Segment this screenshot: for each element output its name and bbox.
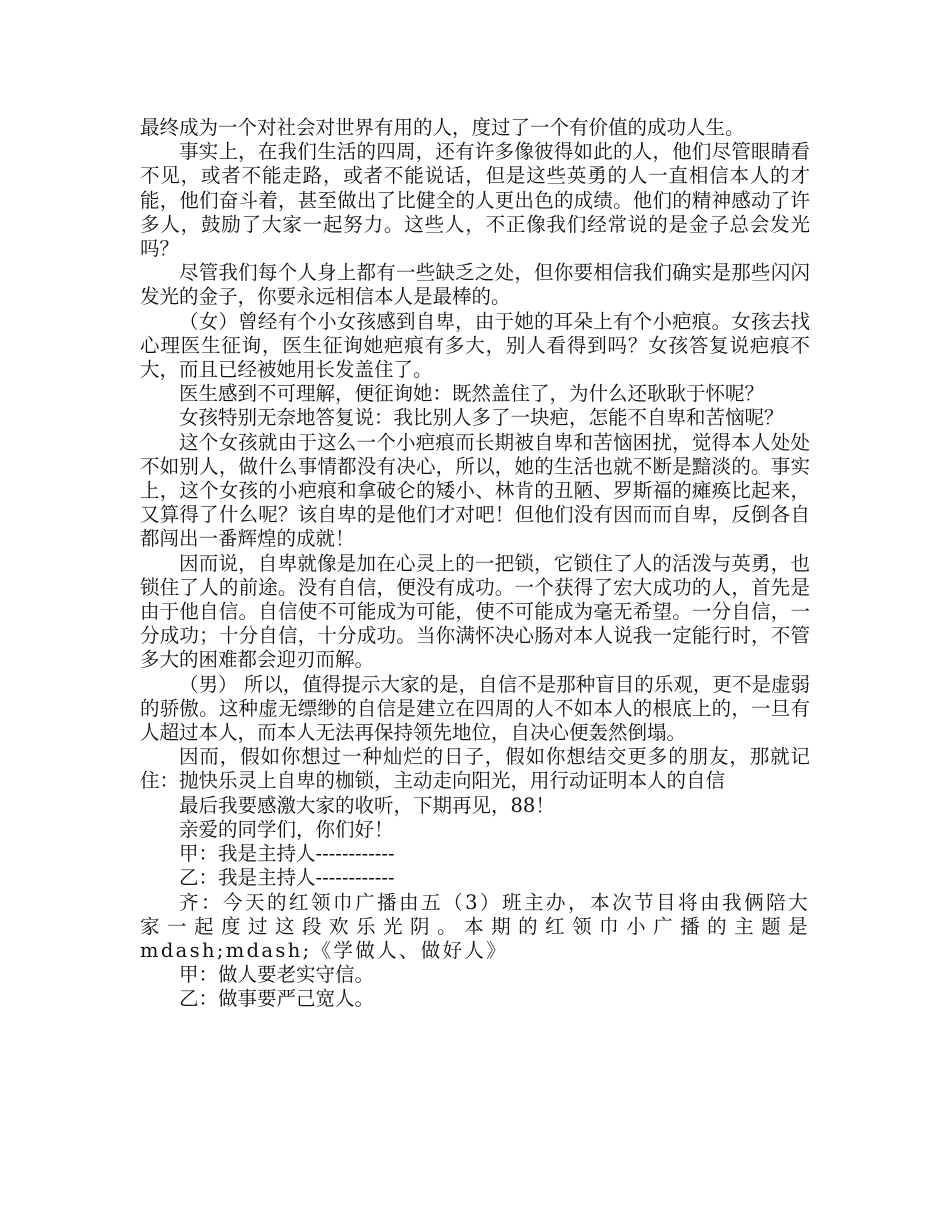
paragraph-16: 甲：做人要老实守信。	[179, 963, 375, 987]
paragraph-8: 因而说，自卑就像是加在心灵上的一把锁，它锁住了人的活泼与英勇，也锁住了人的前途。没有自信，便没有成功。一个获得了宏大成功的人，首先是由于他自信。自信使不可能成为可能，使不可能成为毫无希望。一分自信，一分成功；十分自信，十分成功。当你满怀决心肠对本人说我一定能行时，不管多大的困难都会迎刃而解。	[140, 551, 810, 672]
paragraph-17: 乙：做事要严己宽人。	[179, 987, 375, 1011]
document-body	[140, 116, 810, 1012]
paragraph-15: 齐：今天的红领巾广播由五（3）班主办，本次节目将由我俩陪大家一起度过这段欢乐光阴。本期的红领巾小广播的主题是mdash;mdash;《学做人、做好人》	[140, 890, 810, 962]
paragraph-9: （男） 所以，值得提示大家的是，自信不是那种盲目的乐观，更不是虚弱的骄傲。这种虚无缥缈的自信是建立在四周的人不如本人的根底上的，一旦有人超过本人，而本人无法再保持领先地位，自决心便轰然倒塌。	[140, 672, 810, 745]
paragraph-6: 女孩特别无奈地答复说：我比别人多了一块疤，怎能不自卑和苦恼呢？	[179, 406, 784, 430]
paragraph-1: 最终成为一个对社会对世界有用的人，度过了一个有价值的成功人生。	[140, 116, 745, 139]
paragraph-7: 这个女孩就由于这么一个小疤痕而长期被自卑和苦恼困扰，觉得本人处处不如别人，做什么事情都没有决心，所以，她的生活也就不断是黯淡的。事实上，这个女孩的小疤痕和拿破仑的矮小、林肯的丑陋、罗斯福的瘫痪比起来，又算得了什么呢？该自卑的是他们才对吧！但他们没有因而而自卑，反倒各自都闯出一番辉煌的成就！	[140, 430, 810, 551]
paragraph-3: 尽管我们每个人身上都有一些缺乏之处，但你要相信我们确实是那些闪闪发光的金子，你要永远相信本人是最棒的。	[140, 261, 810, 309]
paragraph-4: （女）曾经有个小女孩感到自卑，由于她的耳朵上有个小疤痕。女孩去找心理医生征询，医生征询她疤痕有多大，别人看得到吗？女孩答复说疤痕不大，而且已经被她用长发盖住了。	[140, 309, 810, 382]
paragraph-13: 甲：我是主持人------------	[179, 842, 395, 866]
paragraph-5: 医生感到不可理解，便征询她：既然盖住了，为什么还耿耿于怀呢？	[179, 382, 765, 406]
paragraph-11: 最后我要感激大家的收听，下期再见，88！	[179, 793, 555, 817]
paragraph-12: 亲爱的同学们，你们好！	[179, 817, 394, 841]
paragraph-2: 事实上，在我们生活的四周，还有许多像彼得如此的人，他们尽管眼睛看不见，或者不能走路，或者不能说话，但是这些英勇的人一直相信本人的才能，他们奋斗着，甚至做出了比健全的人更出色的成绩。他们的精神感动了许多人，鼓励了大家一起努力。这些人，不正像我们经常说的是金子总会发光吗？	[140, 140, 810, 261]
paragraph-14: 乙：我是主持人------------	[179, 866, 395, 890]
paragraph-10: 因而，假如你想过一种灿烂的日子，假如你想结交更多的朋友，那就记住：抛快乐灵上自卑的枷锁，主动走向阳光，用行动证明本人的自信	[140, 745, 810, 793]
